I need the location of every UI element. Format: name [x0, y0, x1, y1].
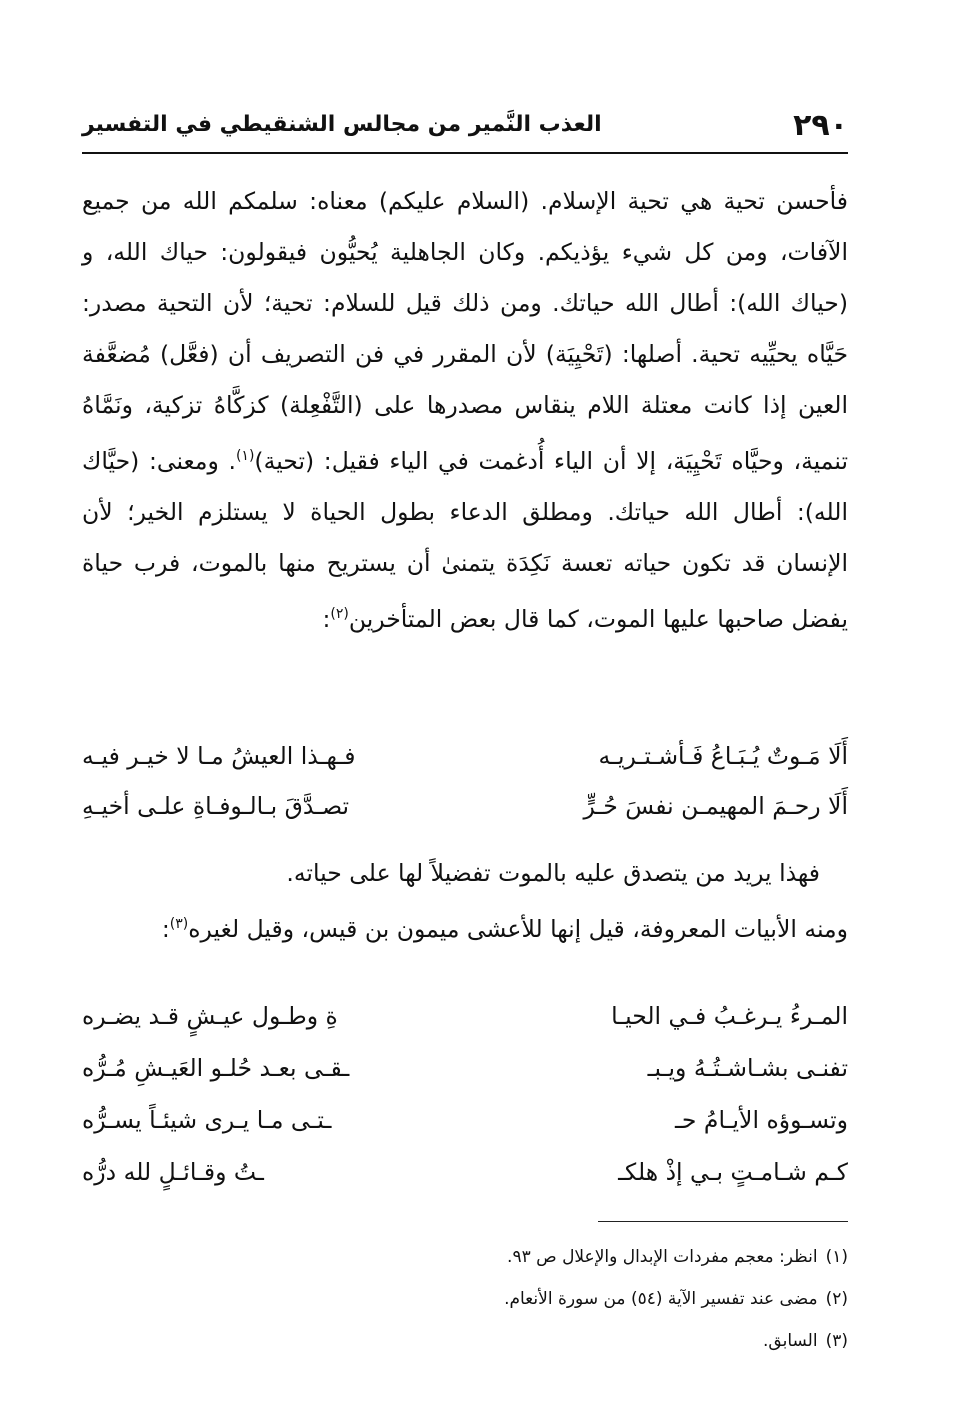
paragraph-3-tail: :	[161, 914, 170, 943]
verse-second-hemistich: ةِ وطـول عيـشٍ قـد يضـره	[82, 1002, 338, 1030]
verse-first-hemistich: المـرءُ يـرغـبُ فـي الحيـا	[611, 1002, 848, 1030]
main-paragraph	[82, 176, 848, 645]
verse-second-hemistich: فـهـذا العيشُ مـا لا خيـر فيـه	[82, 742, 356, 770]
footnote	[208, 1278, 848, 1320]
verse-second-hemistich: ـتـى مـا يـرى شيئـاً يسـرُّه	[82, 1106, 332, 1134]
paragraph-3	[82, 899, 848, 955]
footnote	[208, 1320, 848, 1362]
footnote-number: (٢)	[825, 1289, 848, 1309]
footnotes	[208, 1236, 848, 1362]
paragraph-3-text: ومنه الأبيات المعروفة، قيل إنها للأعشى ميمون بن قيس، وقيل لغيره	[188, 914, 848, 943]
verse-line	[82, 1106, 848, 1154]
verse-second-hemistich: تصـدَّقَ بـالـوفـاةِ علـى أخيـهِ	[82, 792, 350, 820]
footnote-ref-1: (١)	[235, 448, 255, 464]
running-title: العذب النَّمير من مجالس الشنقيطي في التفسير	[82, 112, 602, 137]
footnote-ref-2: (٢)	[330, 605, 349, 622]
verse-first-hemistich: أَلَا مَـوتٌ يُـبَـاعُ فَـأشـتـريـه	[598, 742, 848, 770]
closing-paragraphs	[82, 848, 848, 955]
verse-first-hemistich: وتسـوؤه الأيـامُ حـ	[675, 1106, 848, 1134]
page-number: ٢٩٠	[793, 108, 848, 143]
paragraph-1-text: فأحسن تحية هي تحية الإسلام. (السلام عليكم) معناه: سلمكم الله من جميع الآفات، ومن كل شيء يؤذيكم. وكان الجاهلية يُحيُّون فيقولون: حياك الله، و (حياك الله): أطال الله حياتك. ومن ذلك قيل للسلام: تحية؛ لأن التحية مصدر: حَيَّاه يحيِّيه تحية. أصلها: (تَحْيِيَة) لأن المقرر في فن التصريف أن (فعَّل) مُضعَّفة العين إذا كانت معتلة اللام ينقاس مصدرها على (التَّفْعِلة) كزكَّاهُ تزكية، ونَمَّاهُ تنمية، وحيَّاه تَحْيِيَة، إلا أن الياء أُدغمت في الياء فقيل: (تحية)	[82, 187, 848, 475]
verse-line	[82, 742, 848, 790]
paragraph-1-continuation: . ومعنى: (حيَّاك الله): أطال الله حياتك. ومطلق الدعاء بطول الحياة لا يستلزم الخير؛ لأن الإنسان قد تكون حياته تعسة نَكِدَة يتمنىٰ أن يستريح منها بالموت، فرب حياة يفضل صاحبها عليها الموت، كما قال بعض المتأخرين	[82, 446, 848, 633]
paragraph-1	[82, 176, 848, 645]
verse-first-hemistich: تفنـى بشـاشـتُـهُ ويـبـ	[647, 1054, 848, 1082]
page-header	[82, 108, 848, 154]
verse-line	[82, 1054, 848, 1102]
footnote-divider	[598, 1221, 848, 1222]
footnote-text: مضى عند تفسير الآية (٥٤) من سورة الأنعام.	[504, 1289, 818, 1309]
paragraph-2-text: فهذا يريد من يتصدق عليه بالموت تفضيلاً لها على حياته.	[286, 859, 820, 887]
footnote-number: (١)	[825, 1247, 848, 1267]
verse-line	[82, 792, 848, 840]
footnote-ref-3: (٣)	[169, 916, 189, 932]
footnote-text: السابق.	[763, 1331, 818, 1351]
footnote	[208, 1236, 848, 1278]
verse-second-hemistich: ـتُ وقـائـلٍ لله درُّه	[82, 1158, 264, 1186]
footnote-text: انظر: معجم مفردات الإبدال والإعلال ص ٩٣.	[507, 1247, 818, 1267]
verse-line	[82, 1158, 848, 1206]
verse-first-hemistich: أَلَا رحـمَ المهيمـن نفسَ حُـرٍّ	[583, 792, 848, 820]
paragraph-2	[82, 848, 848, 899]
footnote-number: (٣)	[825, 1331, 848, 1351]
header-divider	[82, 152, 848, 154]
verse-second-hemistich: ـقـى بعـد حُلـو العَيـشِ مُـرُّه	[82, 1054, 350, 1082]
verse-first-hemistich: كـم شـامـتٍ بـي إذْ هلكـ	[618, 1158, 848, 1186]
verse-line	[82, 1002, 848, 1050]
paragraph-1-tail: :	[322, 604, 331, 633]
